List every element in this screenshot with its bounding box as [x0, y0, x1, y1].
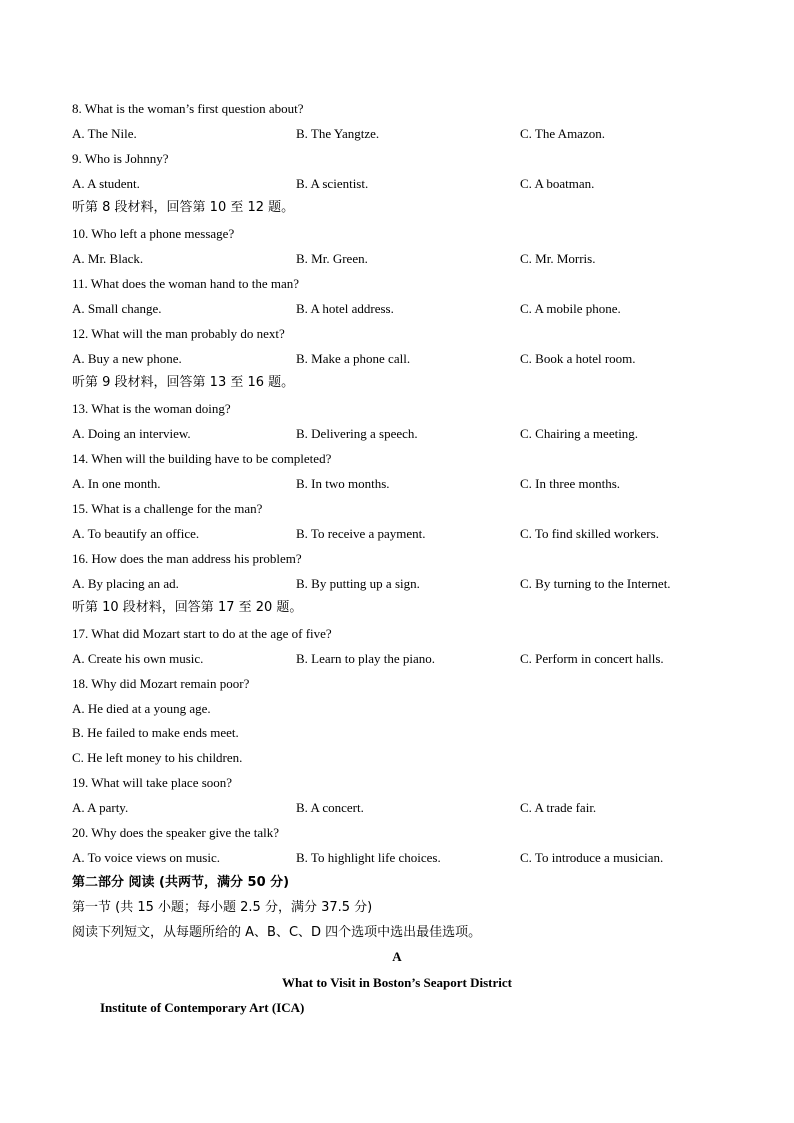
- passage-subheading: Institute of Contemporary Art (ICA): [100, 1000, 305, 1015]
- question-15: 15. What is a challenge for the man?: [72, 501, 263, 516]
- q10-option-c: C. Mr. Morris.: [520, 251, 596, 266]
- q20-option-b: B. To highlight life choices.: [296, 850, 441, 865]
- q14-option-c: C. In three months.: [520, 476, 621, 491]
- q18-option-a: A. He died at a young age.: [72, 701, 211, 716]
- q17-option-c: C. Perform in concert halls.: [520, 651, 664, 666]
- q16-option-b: B. By putting up a sign.: [296, 576, 420, 591]
- question-13: 13. What is the woman doing?: [72, 401, 231, 416]
- q14-option-a: A. In one month.: [72, 476, 161, 491]
- q20-option-a: A. To voice views on music.: [72, 850, 220, 865]
- q13-option-c: C. Chairing a meeting.: [520, 426, 639, 441]
- section-9-instruction: 听第 9 段材料，回答第 13 至 16 题。: [72, 375, 295, 390]
- q9-option-a: A. A student.: [72, 176, 140, 191]
- q16-option-a: A. By placing an ad.: [72, 576, 179, 591]
- section-8-instruction: 听第 8 段材料，回答第 10 至 12 题。: [72, 200, 295, 215]
- q8-option-a: A. The Nile.: [72, 126, 137, 141]
- q9-option-b: B. A scientist.: [296, 176, 369, 191]
- q15-option-a: A. To beautify an office.: [72, 526, 200, 541]
- q12-option-c: C. Book a hotel room.: [520, 351, 636, 366]
- question-18: 18. Why did Mozart remain poor?: [72, 676, 250, 691]
- q16-option-c: C. By turning to the Internet.: [520, 576, 671, 591]
- q18-option-c: C. He left money to his children.: [72, 750, 243, 765]
- q17-option-a: A. Create his own music.: [72, 651, 204, 666]
- q13-option-b: B. Delivering a speech.: [296, 426, 418, 441]
- q8-option-c: C. The Amazon.: [520, 126, 605, 141]
- question-14: 14. When will the building have to be completed?: [72, 451, 332, 466]
- q19-option-a: A. A party.: [72, 800, 129, 815]
- part-two-heading: 第二部分 阅读 (共两节，满分 50 分): [72, 875, 290, 890]
- passage-title: What to Visit in Boston’s Seaport District: [282, 975, 512, 990]
- q17-option-b: B. Learn to play the piano.: [296, 651, 435, 666]
- q12-option-b: B. Make a phone call.: [296, 351, 411, 366]
- q12-option-a: A. Buy a new phone.: [72, 351, 182, 366]
- q15-option-b: B. To receive a payment.: [296, 526, 426, 541]
- q20-option-c: C. To introduce a musician.: [520, 850, 664, 865]
- question-12: 12. What will the man probably do next?: [72, 326, 285, 341]
- q11-option-a: A. Small change.: [72, 301, 162, 316]
- question-9: 9. Who is Johnny?: [72, 151, 169, 166]
- q15-option-c: C. To find skilled workers.: [520, 526, 659, 541]
- q11-option-c: C. A mobile phone.: [520, 301, 621, 316]
- q8-option-b: B. The Yangtze.: [296, 126, 380, 141]
- q11-option-b: B. A hotel address.: [296, 301, 394, 316]
- reading-instruction: 阅读下列短文，从每题所给的 A、B、C、D 四个选项中选出最佳选项。: [72, 925, 482, 940]
- q18-option-b: B. He failed to make ends meet.: [72, 725, 239, 740]
- q13-option-a: A. Doing an interview.: [72, 426, 191, 441]
- q9-option-c: C. A boatman.: [520, 176, 595, 191]
- question-20: 20. Why does the speaker give the talk?: [72, 825, 279, 840]
- question-10: 10. Who left a phone message?: [72, 226, 235, 241]
- q14-option-b: B. In two months.: [296, 476, 390, 491]
- question-8: 8. What is the woman’s first question about?: [72, 101, 304, 116]
- q19-option-b: B. A concert.: [296, 800, 364, 815]
- q10-option-a: A. Mr. Black.: [72, 251, 144, 266]
- q19-option-c: C. A trade fair.: [520, 800, 597, 815]
- section-one-heading: 第一节 (共 15 小题；每小题 2.5 分，满分 37.5 分): [72, 900, 373, 915]
- passage-letter: A: [392, 949, 402, 964]
- question-19: 19. What will take place soon?: [72, 775, 233, 790]
- question-11: 11. What does the woman hand to the man?: [72, 276, 300, 291]
- section-10-instruction: 听第 10 段材料，回答第 17 至 20 题。: [72, 600, 303, 615]
- question-17: 17. What did Mozart start to do at the age of five?: [72, 626, 332, 641]
- question-16: 16. How does the man address his problem?: [72, 551, 302, 566]
- q10-option-b: B. Mr. Green.: [296, 251, 368, 266]
